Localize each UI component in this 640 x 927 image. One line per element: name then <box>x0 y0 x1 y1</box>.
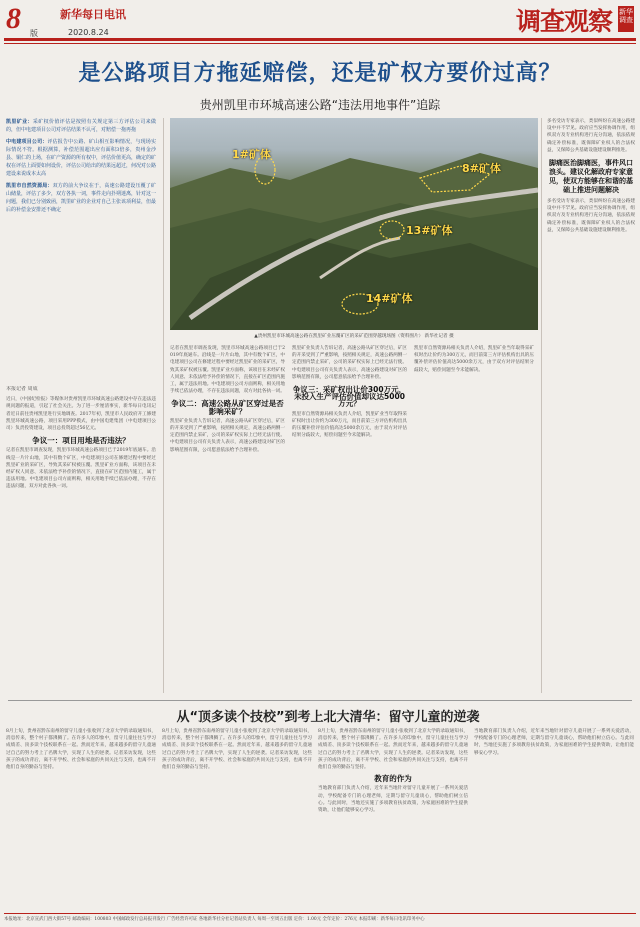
body-column-1 <box>6 386 156 694</box>
mine-label-1: 1#矿体 <box>232 148 271 161</box>
mine-label-14: 14#矿体 <box>366 292 413 305</box>
summary-label-2: 中电建项目公司： <box>6 139 48 145</box>
summary-box <box>6 118 156 380</box>
mine-site-photo <box>170 118 538 330</box>
article2-subheading: 教育的作为 <box>374 774 412 784</box>
headline: 是公路项目方拖延赔偿，还是矿权方要价过高？ <box>78 61 562 86</box>
article2-body-4: 当地教育部门负责人介绍，近年来当地针对留守儿童开展了一系列关爱活动，学校配备专门的心理老师，定期与留守儿童谈心，帮助他们树立信心。与此同时，当地还实施了多项教育扶贫政策，为家庭困难的学生提供资助，让他们能够安心学习。 <box>474 729 634 756</box>
landscape-illustration <box>170 118 538 330</box>
column-5-text: 多名受访专家表示，类似纠纷在高速公路建设中并不罕见。政府应当发挥协调作用，组织双方及专业机构进行充分沟通，依法依规确定补偿标准，既保障矿业权人的合法权益，又保障公共基础设施建设顺利推进。 <box>547 119 635 153</box>
body-column-5 <box>547 118 635 694</box>
summary-text-1: 采矿权价值评估是按照有关规定第三方评估公司来做的，但中电建项目公司对评估结果不认可，对赔偿一拖再拖 <box>6 119 156 133</box>
section-heading-3: 争议三：采矿权出让价300万元，未投入生产评估价值却议达5000万元？ <box>292 385 407 409</box>
summary-label-3: 凯里市自然资源局： <box>6 183 53 189</box>
summary-label-1: 凯里矿业： <box>6 119 33 125</box>
section-text-4: 多名受访专家表示，类似纠纷在高速公路建设中并不罕见。政府应当发挥协调作用，组织双方及专业机构进行充分沟通，依法依规确定补偿标准，既保障矿业权人的合法权益，又保障公共基础设施建设顺利推进。 <box>547 199 635 233</box>
footer-imprint: 本报地址：北京宣武门西大街57号 邮政编码：100803 中国邮政发行总局报刊发行 广告经营许可证 各地新华社分社记者站负责人 每周一至周五出版 定价：1.00元 全年定价：276元 本报印刷：新华每日电讯印务中心 <box>4 913 636 922</box>
column-4-text: 凯里市自然资源局相关负责人介绍，凯里矿业当年取得采矿权时出让价约为300万元，而目前第三方评估机构出具的压覆补偿评估价值高达5000余万元，由于双方对评估结果分歧较大，赔偿问题至今未能解决。 <box>414 346 534 373</box>
mine-label-13: 13#矿体 <box>406 224 453 237</box>
article2-column-3 <box>318 728 468 908</box>
article2-body-3: 8月上旬，贵州省黔东南州的留守儿童小张收到了北京大学的录取通知书，消息传来，整个村子都沸腾了。在许多人的印象中，留守儿童往往与学习成绩差、顶多读个技校联系在一起。然而近年来，越来越多的留守儿童通过自己的努力考上了名牌大学，实现了人生的逆袭。记者采访发现，这些孩子的成功背后，离不开学校、社会和家庭的共同关注与支持，也离不开他们自身的勤奋与坚持。 <box>318 729 468 771</box>
body-column-4 <box>414 345 534 694</box>
article2-sub-text: 当地教育部门负责人介绍，近年来当地针对留守儿童开展了一系列关爱活动，学校配备专门的心理老师，定期与留守儿童谈心，帮助他们树立信心。与此同时，当地还实施了多项教育扶贫政策，为家庭困难的学生提供资助，让他们能够安心学习。 <box>318 786 468 814</box>
article2-column-1 <box>6 728 156 908</box>
article2-headline: 从“顶多读个技校”到考上北大清华：留守儿童的逆袭 <box>176 710 480 725</box>
article2-column-4 <box>474 728 634 908</box>
section-tag: 新华调查 <box>618 6 634 32</box>
summary-text-3: 双方的前大争议在于，高速公路建设压覆了矿山储量，评估了多少，双方各执一词，事件走向扑朔迷离，针对这一问题，我们已分别致函，凯里矿业的企业对自己主张该项利益，但最后的补偿金安排还不确定 <box>6 183 156 213</box>
column-divider <box>163 118 164 693</box>
summary-text-2: 评估报告中公路、矿山相互影响情况，与现场实际情况不符。根据测算，补偿范围超出应有面积3倍多，贵州金沙县、铜仁的上场，在矿产资源的所有权中，评估价值更高，确定的矿权在评估上面要如何设价，评估公司给出的结果远超过，何况对公路建设来说成本太高 <box>6 139 156 177</box>
subheadline: 贵州凯里市环城高速公路“违法用地事件”追踪 <box>199 98 441 112</box>
page-suffix: 版 <box>30 29 38 38</box>
section-heading-4: 脚痛医治脚痛医，事件风口浪头。建议化解政府专家意见，使双方能够在和谐的基础上推进问题解决 <box>549 159 633 195</box>
section-heading-1: 争议一：项目用地是否违法？ <box>32 436 130 446</box>
masthead-rule-thin <box>4 43 636 44</box>
paper-name: 新华每日电讯 <box>60 8 126 21</box>
section-logo: 调查观察 <box>515 7 612 36</box>
article2-body-2: 8月上旬，贵州省黔东南州的留守儿童小张收到了北京大学的录取通知书，消息传来，整个村子都沸腾了。在许多人的印象中，留守儿童往往与学习成绩差、顶多读个技校联系在一起。然而近年来，越来越多的留守儿童通过自己的努力考上了名牌大学，实现了人生的逆袭。记者采访发现，这些孩子的成功背后，离不开学校、社会和家庭的共同关注与支持，也离不开他们自身的勤奋与坚持。 <box>162 729 312 771</box>
column-2-text: 记者在凯里市调查发现，凯里市环城高速公路项目已于2019年底通车。沿线是一片片山地，其中有数个矿区，中电建项目公司在修建过程中要经过凯里矿业的采矿区，导致其采矿权被压覆。凯里矿业方面称，该项目在未经矿权人同意、未依法给予补偿的情况下，直接在矿区范围内施工，属于违法用地。中电建项目公司方面则称，相关用地手续已依法办理，不存在违法问题，双方对此各执一词。 <box>170 346 285 395</box>
section-text-3: 凯里市自然资源局相关负责人介绍，凯里矿业当年取得采矿权时出让价约为300万元，而目前第三方评估机构出具的压覆补偿评估价值高达5000余万元，由于双方对评估结果分歧较大，赔偿问题至今未能解决。 <box>292 411 407 439</box>
photo-caption: ▲贵州凯里市环城高速公路在凯里矿业压覆矿区的采矿范围穿越现场图（资料图片） 新华社记者 摄 <box>254 334 454 339</box>
page-number: 8 <box>6 2 21 35</box>
column-divider-right <box>541 118 542 693</box>
section-text-2: 凯里矿业负责人告诉记者，高速公路从矿区穿过后，矿区的开采受到了严重影响，按照相关规定，高速公路两侧一定范围内禁止采矿，公司的采矿权实际上已经无法行使。中电建项目公司有关负责人表示，高速公路建设对矿区的影响范围有限，公司愿意依法给予合理补偿。 <box>170 418 285 453</box>
section-heading-2: 争议二：高速公路从矿区穿过是否影响采矿？ <box>171 399 284 416</box>
body-column-2 <box>170 345 285 694</box>
article2-body-1: 8月上旬，贵州省黔东南州的留守儿童小张收到了北京大学的录取通知书，消息传来，整个村子都沸腾了。在许多人的印象中，留守儿童往往与学习成绩差、顶多读个技校联系在一起。然而近年来，越来越多的留守儿童通过自己的努力考上了名牌大学，实现了人生的逆袭。记者采访发现，这些孩子的成功背后，离不开学校、社会和家庭的共同关注与支持，也离不开他们自身的勤奋与坚持。 <box>6 729 156 771</box>
masthead-rule <box>4 38 636 41</box>
column-3-text: 凯里矿业负责人告诉记者，高速公路从矿区穿过后，矿区的开采受到了严重影响，按照相关规定，高速公路两侧一定范围内禁止采矿，公司的采矿权实际上已经无法行使。中电建项目公司有关负责人表示，高速公路建设对矿区的影响范围有限，公司愿意依法给予合理补偿。 <box>292 346 407 380</box>
body-column-3 <box>292 345 407 694</box>
intro-paragraph: 近日，《中国纪检报》等媒体对贵州凯里市环城高速公路建设中存在违法违规问题的报道，引起了社会关注。为了进一步厘清事实，新华每日电讯记者近日前往贵州凯里进行实地调查。2017年初，凯里市人民政府开工修建凯里环城高速公路，项目采用PPP模式，由中国电建集团（中电建项目公司）负责投资建设，项目总投资超过56亿元。 <box>6 397 156 432</box>
article2-column-2 <box>162 728 312 908</box>
article-separator <box>8 700 632 701</box>
section-text-1: 记者在凯里市调查发现，凯里市环城高速公路项目已于2019年底通车。沿线是一片片山地，其中有数个矿区，中电建项目公司在修建过程中要经过凯里矿业的采矿区，导致其采矿权被压覆。凯里矿业方面称，该项目在未经矿权人同意、未依法给予补偿的情况下，直接在矿区范围内施工，属于违法用地。中电建项目公司方面则称，相关用地手续已依法办理，不存在违法问题，双方对此各执一词。 <box>6 448 156 490</box>
issue-date: 2020.8.24 <box>68 28 109 37</box>
byline: 本报记者 周成 <box>6 386 38 392</box>
mine-label-8: 8#矿体 <box>462 162 501 175</box>
